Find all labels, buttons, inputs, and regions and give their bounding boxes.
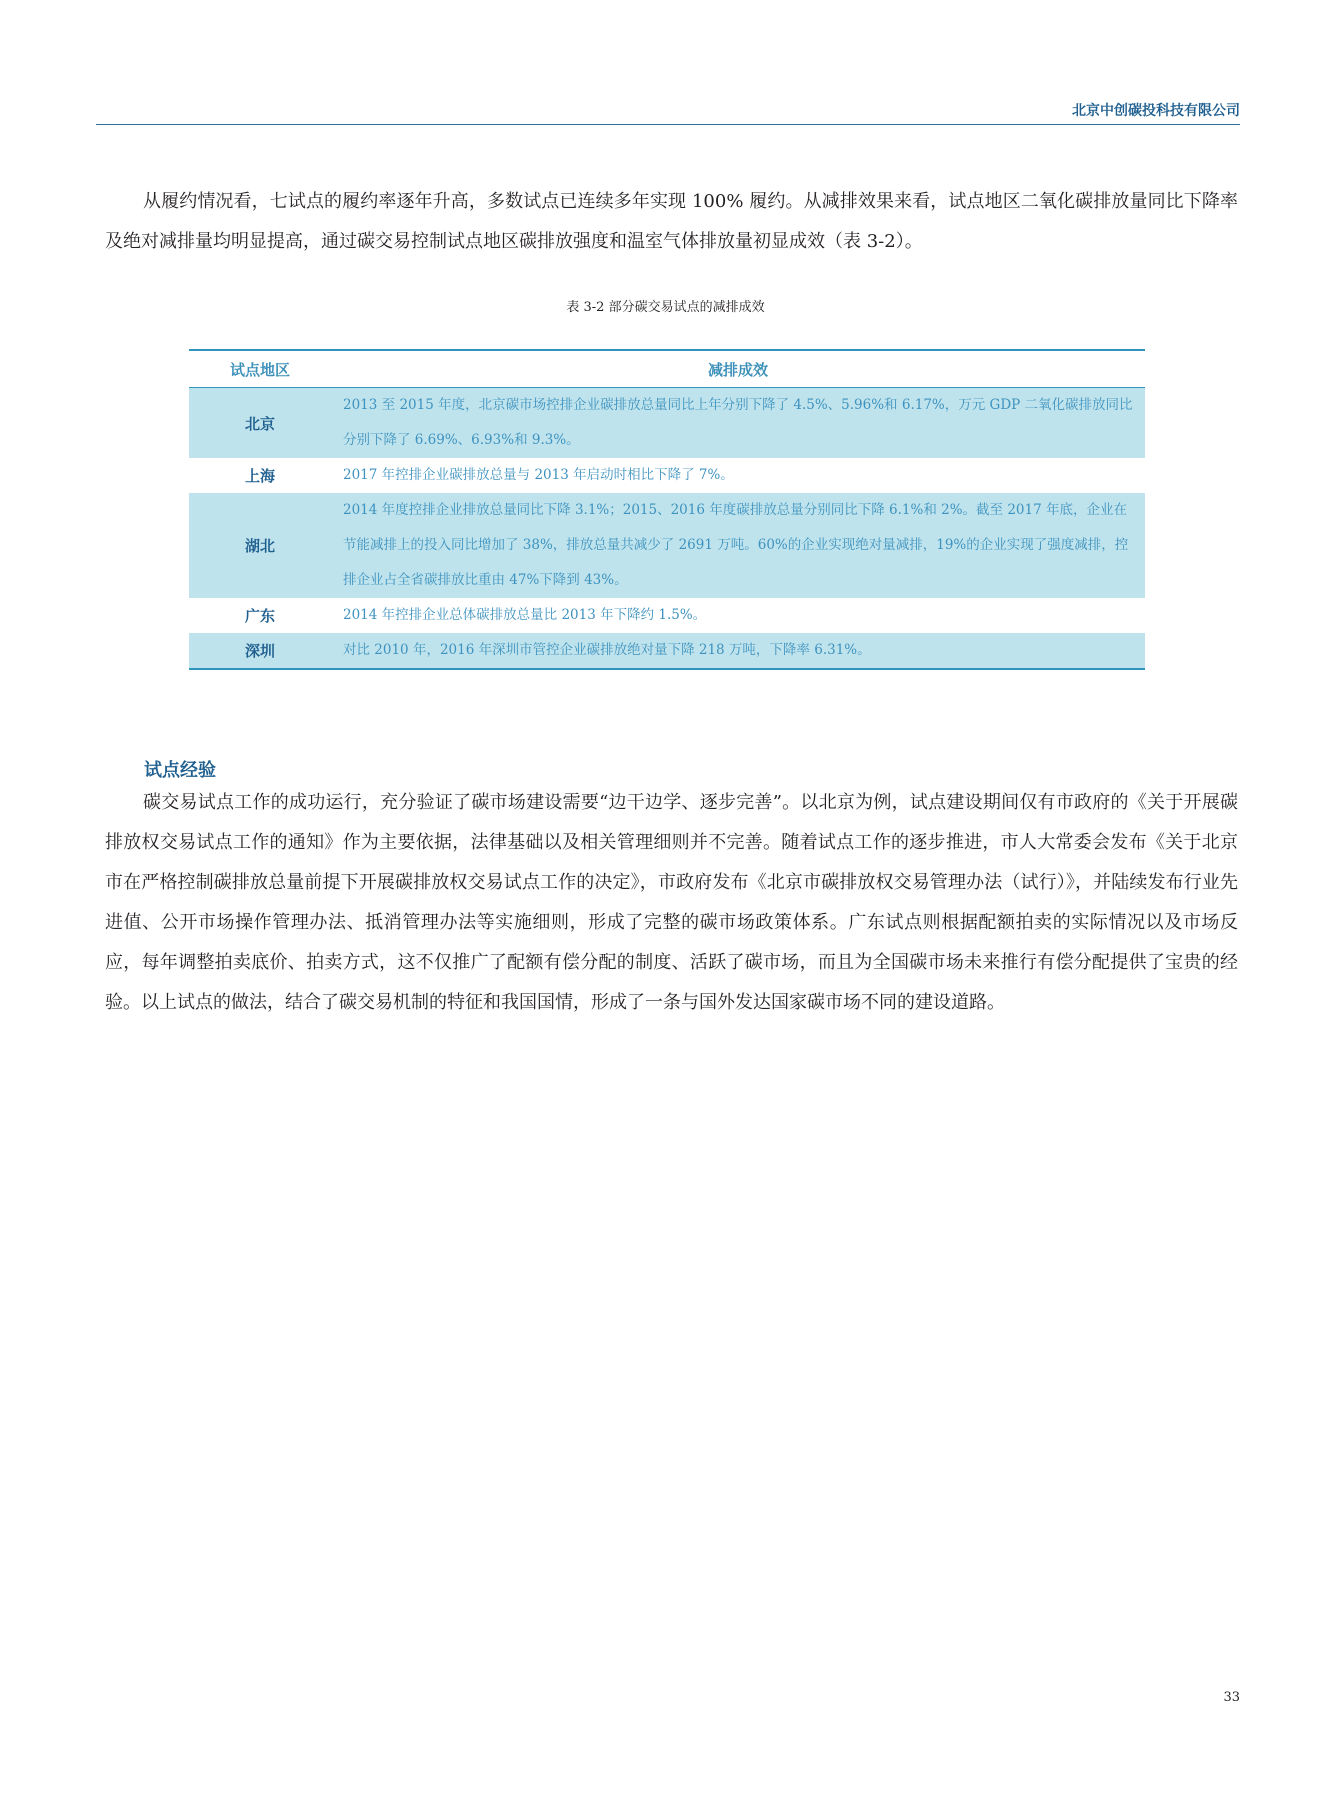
column-header-region: 试点地区 bbox=[189, 350, 331, 388]
section-heading: 试点经验 bbox=[144, 760, 216, 781]
column-header-effect: 减排成效 bbox=[331, 350, 1145, 388]
table-row bbox=[189, 633, 1145, 669]
cell-region: 广东 bbox=[244, 607, 275, 625]
cell-effect: 对比 2010 年，2016 年深圳市管控企业碳排放绝对量下降 218 万吨，下降率 6.31%。 bbox=[331, 633, 1145, 669]
cell-effect: 2014 年控排企业总体碳排放总量比 2013 年下降约 1.5%。 bbox=[343, 607, 707, 623]
page-number: 33 bbox=[1223, 1690, 1240, 1705]
section-paragraph: 碳交易试点工作的成功运行，充分验证了碳市场建设需要“边干边学、逐步完善”。以北京为例，试点建设期间仅有市政府的《关于开展碳排放权交易试点工作的通知》作为主要依据，法律基础以及相关管理细则并不完善。随着试点工作的逐步推进，市人大常委会发布《关于北京市在严格控制碳排放总量前提下开展碳排放权交易试点工作的决定》，市政府发布《北京市碳排放权交易管理办法（试行）》，并陆续发布行业先进值、公开市场操作管理办法、抵消管理办法等实施细则，形成了完整的碳市场政策体系。广东试点则根据配额拍卖的实际情况以及市场反应，每年调整拍卖底价、拍卖方式，这不仅推广了配额有偿分配的制度、活跃了碳市场，而且为全国碳市场未来推行有偿分配提供了宝贵的经验。以上试点的做法，结合了碳交易机制的特征和我国国情，形成了一条与国外发达国家碳市场不同的建设道路。 bbox=[105, 792, 1238, 1013]
table-caption: 表 3-2 部分碳交易试点的减排成效 bbox=[566, 300, 765, 315]
cell-effect: 2017 年控排企业碳排放总量与 2013 年启动时相比下降了 7%。 bbox=[343, 467, 734, 483]
table-row bbox=[189, 388, 1145, 459]
emission-reduction-table bbox=[189, 349, 1145, 670]
header-divider bbox=[96, 124, 1240, 125]
cell-region: 深圳 bbox=[189, 633, 331, 669]
table-row bbox=[189, 493, 1145, 598]
table-row bbox=[189, 598, 1145, 633]
cell-effect: 2014 年度控排企业排放总量同比下降 3.1%；2015、2016 年度碳排放总量分别同比下降 6.1%和 2%。截至 2017 年底，企业在节能减排上的投入同比增加了 38%，排放总量共减少了 2691 万吨。60%的企业实现绝对量减排，19%的企业实现了强度减排，控排企业占全省碳排放比重由 47%下降到 43%。 bbox=[331, 493, 1145, 598]
header-company-name: 北京中创碳投科技有限公司 bbox=[1072, 103, 1240, 119]
cell-region: 湖北 bbox=[189, 493, 331, 598]
intro-paragraph: 从履约情况看，七试点的履约率逐年升高，多数试点已连续多年实现 100% 履约。从减排效果来看，试点地区二氧化碳排放量同比下降率及绝对减排量均明显提高，通过碳交易控制试点地区碳排放强度和温室气体排放量初显成效（表 3-2）。 bbox=[105, 191, 1238, 252]
table-header-row bbox=[189, 350, 1145, 388]
cell-effect: 2013 至 2015 年度，北京碳市场控排企业碳排放总量同比上年分别下降了 4.5%、5.96%和 6.17%，万元 GDP 二氧化碳排放同比分别下降了 6.69%、6.93%和 9.3%。 bbox=[331, 388, 1145, 459]
cell-region: 上海 bbox=[244, 467, 275, 485]
table-row bbox=[189, 458, 1145, 493]
cell-region: 北京 bbox=[189, 388, 331, 459]
